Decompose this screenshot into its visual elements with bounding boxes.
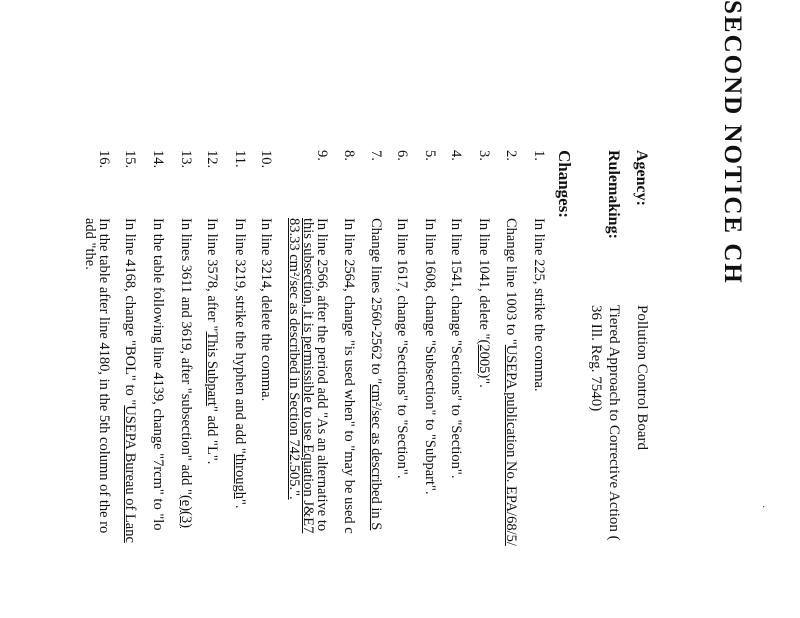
rotated-document: SECOND NOTICE CH · Agency: Pollution Control Board Rulemaking: Tiered Approach to Corrective Action ( 36 Ill. Reg. 7540) Changes: 1. In line 225, strike the comma. 2. Change line 1003 to "USEPA publication No. EPA/68/5/ 3. In line 1041, delete "(2005)". 4. In line 1541, change "Sections" to "Section". 5. In line 1608, change "Subsection" to "Subpart". 6. In line 1617, change "Sections" to "Section". 7. Change lines 2560-2562 to "cm²/sec as described in S 8. In line 2564, change "is used when" to "may be used c 9. In line 2566, after the period add "As an alternative to this subsection, it is permissible to use Equation J&E7 83.33 cm²/sec as described in Section 742.505.". 10. In line 3214, delete the comma. 11. In line 3219, strike the hyphen and add "through". 12. In line 3578, after "This Subpart" add "L". 13. In lines 3611 and 3619, after "subsection" add "(e)(3) 14. In the table following line 4139, change "7rcm" to "lo 15. In line 4168, change "BOL" to "USEPA Bureau of Lanc 16. In the table after line 4180, in the 5th column of the ro add "the.: [82, 0, 768, 546]
agency-value: Pollution Control Board: [634, 305, 650, 451]
rulemaking-label: Rulemaking:: [605, 150, 622, 239]
rulemaking-value-line-2: 36 Ill. Reg. 7540): [588, 305, 604, 412]
changes-heading: Changes:: [555, 150, 574, 219]
rulemaking-value-line-1: Tiered Approach to Corrective Action (: [606, 305, 622, 541]
document-title: SECOND NOTICE CH: [719, 0, 746, 285]
agency-label: Agency:: [633, 150, 650, 206]
page-mark: ·: [757, 505, 768, 509]
